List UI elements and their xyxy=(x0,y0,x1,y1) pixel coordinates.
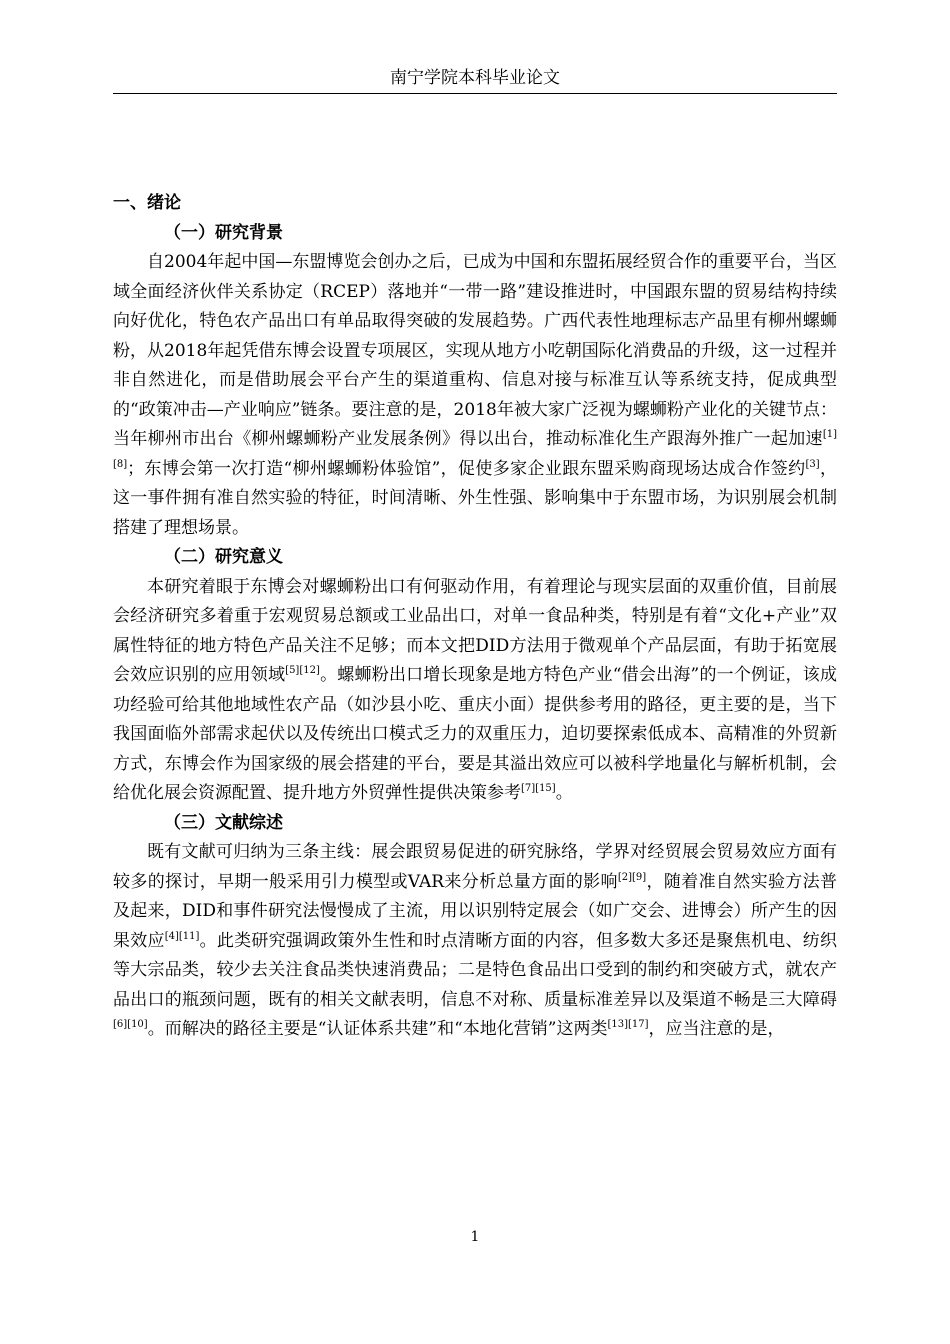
paragraph-text: ，随着准自然实验方法普及起来，DID和事件研究法慢慢成了主流，用以识别特定展会（如广交会、进博会）所产生的因果效应 xyxy=(113,871,837,951)
paragraph-text: ，应当注意的是， xyxy=(648,1019,785,1039)
paragraph-background xyxy=(113,248,837,543)
chapter-title: 一、绪论 xyxy=(113,193,181,213)
paragraph-significance xyxy=(113,573,837,809)
citation: [4][11] xyxy=(164,930,200,942)
paragraph-text: 。 xyxy=(555,783,573,803)
paragraph-text: ，这一事件拥有准自然实验的特征，时间清晰、外生性强、影响集中于东盟市场，为识别展会机制搭建了理想场景。 xyxy=(113,458,837,538)
citation: [13][17] xyxy=(607,1019,649,1030)
paragraph-text: 。螺蛳粉出口增长现象是地方特色产业“借会出海”的一个例证，该成功经验可给其他地域性农产品（如沙县小吃、重庆小面）提供参考用的路径，更主要的是，当下我国面临外部需求起伏以及传统出口模式乏力的双重压力，迫切要探索低成本、高精准的外贸新方式，东博会作为国家级的展会搭建的平台，要是其溢出效应可以被科学地量化与解析机制，会给优化展会资源配置、提升地方外贸弹性提供决策参考 xyxy=(113,665,837,803)
paragraph-text: ；东博会第一次打造“柳州螺蛳粉体验馆”，促使多家企业跟东盟采购商现场达成合作签约 xyxy=(127,458,806,479)
paragraph-literature-review xyxy=(113,838,837,1045)
citation: [6][10] xyxy=(113,1019,148,1030)
paragraph-text: 。此类研究强调政策外生性和时点清晰方面的内容，但多数大多还是聚焦机电、纺织等大宗品类，较少去关注食品类快速消费品；二是特色食品出口受到的制约和突破方式，就农产品出口的瓶颈问题，既有的相关文献表明，信息不对称、质量标准差异以及渠道不畅是三大障碍 xyxy=(113,930,838,1010)
citation: [3] xyxy=(805,458,820,470)
paragraph-text: 本研究着眼于东博会对螺蛳粉出口有何驱动作用，有着理论与现实层面的双重价值，目前展会经济研究多着重于宏观贸易总额或工业品出口，对单一食品种类，特别是有着“文化+产业”双属性特征的地方特色产品关注不足够；而本文把DID方法用于微观单个产品层面，有助于拓宽展会效应识别的应用领域 xyxy=(113,576,837,685)
section-title-literature-review: （三）文献综述 xyxy=(164,812,283,833)
citation: [5][12] xyxy=(285,665,320,676)
page-number: 1 xyxy=(470,1229,480,1245)
running-header: 南宁学院本科毕业论文 xyxy=(390,68,560,88)
citation: [7][15] xyxy=(521,783,556,794)
section-title-significance: （二）研究意义 xyxy=(164,547,283,567)
page-body xyxy=(113,189,837,1045)
paragraph-text: 自2004年起中国—东盟博览会创办之后，已成为中国和东盟拓展经贸合作的重要平台，当区域全面经济伙伴关系协定（RCEP）落地并“一带一路”建设推进时，中国跟东盟的贸易结构持续向好优化，特色农产品出口有单品取得突破的发展趋势。广西代表性地理标志产品里有柳州螺蛳粉，从2018年起凭借东博会设置专项展区，实现从地方小吃朝国际化消费品的升级，这一过程并非自然进化，而是借助展会平台产生的渠道重构、信息对接与标准互认等系统支持，促成典型的“政策冲击—产业响应”链条。要注意的是，2018年被大家广泛视为螺蛳粉产业化的关键节点：当年柳州市出台《柳州螺蛳粉产业发展条例》得以出台，推动标准化生产跟海外推广一起加速 xyxy=(113,252,837,449)
paragraph-text: 既有文献可归纳为三条主线：展会跟贸易促进的研究脉络，学界对经贸展会贸易效应方面有较多的探讨，早期一般采用引力模型或VAR来分析总量方面的影响 xyxy=(113,842,837,892)
section-title-background: （一）研究背景 xyxy=(164,222,283,243)
paragraph-text: 。而解决的路径主要是“认证体系共建”和“本地化营销”这两类 xyxy=(147,1019,608,1039)
citation: [1][8] xyxy=(113,429,837,470)
header-rule xyxy=(113,93,837,94)
citation: [2][9] xyxy=(617,871,647,883)
